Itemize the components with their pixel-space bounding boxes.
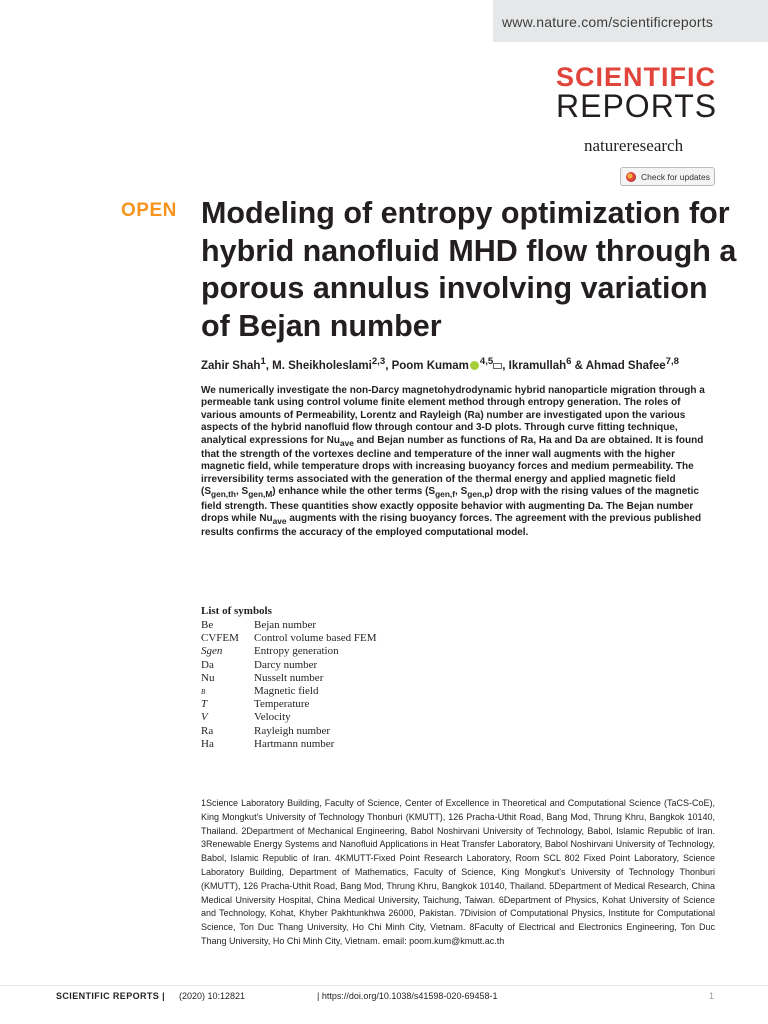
subscript: gen,th (211, 489, 236, 500)
symbol-definition: Darcy number (254, 658, 318, 671)
symbol-term: Ra (201, 724, 214, 737)
separator: , (235, 486, 242, 498)
publisher-logo: natureresearch (584, 136, 684, 155)
author-name[interactable]: , Poom Kumam (385, 359, 469, 372)
subscript: gen,M (248, 489, 273, 500)
author-name[interactable]: & Ahmad Shafee (571, 359, 666, 372)
footer-journal-name: SCIENTIFIC REPORTS | (56, 991, 166, 1001)
symbol-row (201, 711, 377, 724)
crossmark-icon (626, 172, 636, 182)
symbol-term: Be (201, 619, 214, 631)
footer-divider (0, 985, 768, 986)
open-access-label: OPEN (121, 200, 177, 221)
affiliation-number: 1 (260, 356, 266, 367)
symbol: S (460, 486, 468, 498)
symbol-row (201, 645, 377, 658)
brand-scientific: SCIENTIFIC (556, 62, 717, 92)
check-updates-button[interactable] (620, 167, 715, 186)
symbol-term: B (201, 687, 206, 696)
page-number: 1 (709, 991, 715, 1001)
abstract-text: augments with the rising buoyancy forces. The agreement with the previous published results confirms the accuracy of the employed computational model. (201, 513, 702, 539)
symbol-definition: Control volume based FEM (254, 632, 377, 645)
symbol-row (201, 619, 377, 632)
symbol-list (201, 619, 377, 751)
symbol-definition: Hartmann number (254, 737, 335, 750)
symbol-row (201, 685, 377, 698)
subscript: ave (339, 437, 354, 448)
author-list (201, 356, 721, 372)
affiliation-number: 2,3 (371, 356, 386, 367)
symbol-row (201, 659, 377, 672)
abstract-text: We numerically investigate the non-Darcy magnetohydrodynamic hybrid nanoparticle migration through a permeable tank using control volume finite element method through entropy generation. The roles of various amounts of Permeability, Lorentz and Rayleigh (Ra) number are investigated upon the various aspects of the hybrid nanofluid flow through contour and 3-D plots. Through curve fitting technique, analytical expressions for Nu (201, 385, 705, 446)
abstract (201, 385, 714, 540)
email-icon[interactable] (493, 363, 502, 369)
symbol-row (201, 725, 377, 738)
symbol-definition: Velocity (254, 711, 291, 724)
article-title: Modeling of entropy optimization for hybrid nanofluid MHD flow through a porous annulus involving variation of Bejan number (201, 196, 737, 343)
abstract-text: ) enhance while the other terms (S (272, 486, 436, 498)
symbol-term: V (201, 711, 208, 724)
symbol-row (201, 632, 377, 645)
author-name[interactable]: Zahir Shah (201, 359, 261, 372)
author-name[interactable]: , Ikramullah (502, 359, 567, 372)
journal-url[interactable]: www.nature.com/scientificreports (502, 14, 714, 30)
subscript: gen,p (467, 489, 490, 500)
separator: , (455, 486, 461, 498)
symbol-row (201, 672, 377, 685)
orcid-icon[interactable] (470, 361, 479, 370)
footer-doi-link[interactable]: | https://doi.org/10.1038/s41598-020-69458-1 (317, 991, 498, 1001)
symbol-definition: Bejan number (254, 619, 317, 631)
subscript: gen,f (435, 489, 455, 500)
symbol-row (201, 698, 377, 711)
footer-citation: (2020) 10:12821 (179, 991, 246, 1001)
symbol-term: CVFEM (201, 632, 239, 645)
symbol-term: Ha (201, 737, 214, 750)
symbol: S (241, 486, 249, 498)
symbol-definition: Entropy generation (254, 645, 339, 658)
symbol-definition: Nusselt number (254, 671, 324, 684)
affiliation-number: 7,8 (665, 356, 679, 367)
check-updates-label: Check for updates (641, 171, 710, 182)
symbol-term: Nu (201, 671, 215, 684)
affiliations: 1Science Laboratory Building, Faculty of Science, Center of Excellence in Theoretical and Computational Science (TaCS-CoE), King Mongkut's University of Technology Thonburi (KMUTT), 126 Pracha-Uthit Road, Bang Mod, Thrung Khru, Bangkok 10140, Thailand. 2Department of Mechanical Engineering, Babol Noshirvani University of Technology, Babol, Islamic Republic of Iran. 3Renewable Energy Systems and Nanofluid Applications in Heat Transfer Laboratory, Babol Noshirvani University of Technology, Babol, Islamic Republic of Iran. 4KMUTT-Fixed Point Research Laboratory, Room SCL 802 Fixed Point Laboratory, Science Laboratory Building, Department of Mathematics, Faculty of Science, King Mongkut's University of Technology Thonburi (KMUTT), 126 Pracha-Uthit Road, Bang Mod, Thrung Khru, Bangkok 10140, Thailand. 5Department of Medical Research, China Medical University Hospital, China Medical University, Taichung, Taiwan. 6Department of Physics, Kohat University of Science and Technology, Kohat, Khyber Pakhtunkhwa 26000, Pakistan. 7Division of Computational Physics, Institute for Computational Science, Ton Duc Thang University, Ho Chi Minh City, Vietnam. 8Faculty of Electrical and Electronics Engineering, Ton Duc Thang University, Ho Chi Minh City, Vietnam. email: poom.kum@kmutt.ac.th (201, 798, 715, 946)
affiliation-number: 6 (566, 356, 572, 367)
symbols-heading: List of symbols (201, 605, 272, 617)
symbol-row (201, 738, 377, 751)
author-name[interactable]: , M. Sheikholeslami (265, 359, 372, 372)
symbol-definition: Magnetic field (254, 684, 319, 697)
abstract-text: ) drop with the rising values of the magnetic field strength. These quantities show exactly opposite behavior with augmenting Da. The Bejan number drops while Nu (201, 486, 699, 525)
symbol-term: Da (201, 658, 214, 671)
symbol-term: T (201, 698, 208, 711)
brand-reports: REPORTS (556, 88, 718, 124)
affiliation-number: 4,5 (479, 356, 494, 367)
abstract-text: and Bejan number as functions of Ra, Ha and Da are obtained. It is found that the strength of the vortexes decline and temperature of the inner wall augments with the higher magnetic field, while temperature drops with increasing buoyancy forces and medium permeability. The irreversibility terms associated with the generation of the thermal energy and applied magnetic field (S (201, 434, 704, 498)
symbol-definition: Temperature (254, 698, 310, 711)
subscript: ave (272, 516, 287, 527)
symbol-term: Sgen (201, 645, 223, 658)
symbol-definition: Rayleigh number (254, 724, 331, 737)
